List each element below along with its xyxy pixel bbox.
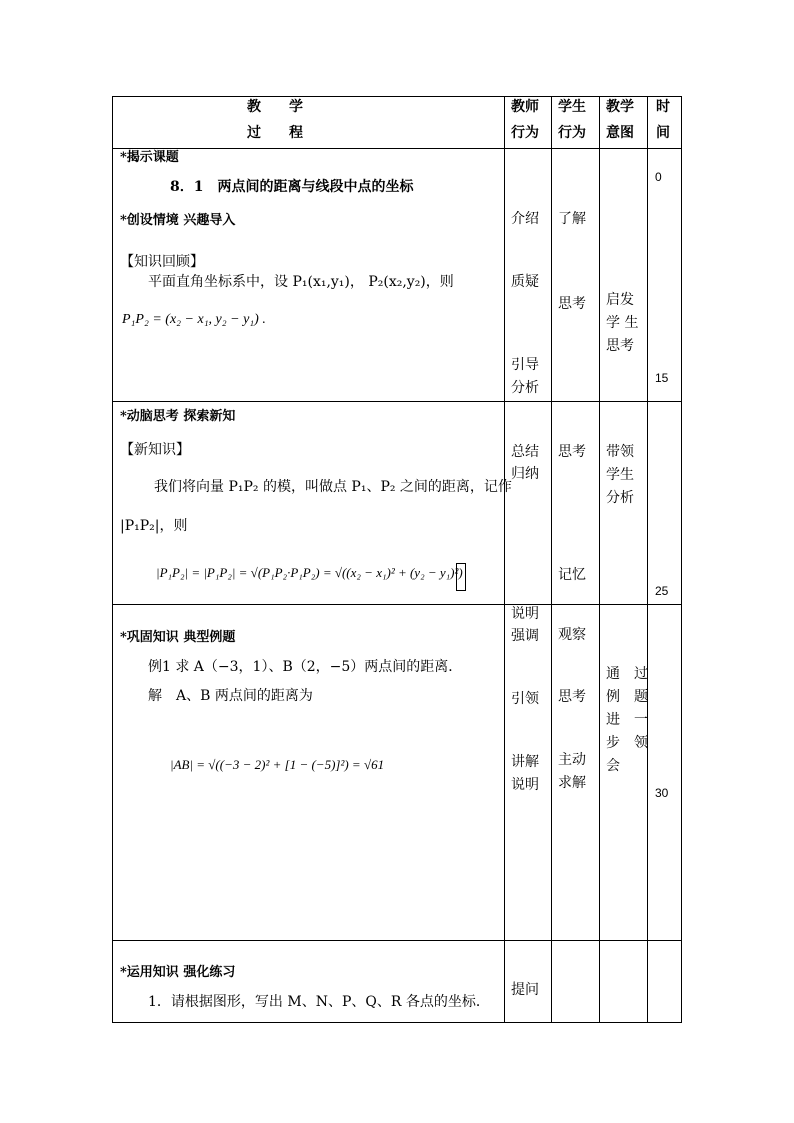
section2-formula: |P₁P₂| = |P₁P₂| = √(P₁P₂·P₁P₂) = √((x₂ − x₁)² + (y₂ − y₁)²) <box>156 565 463 580</box>
section1-subheading: *创设情境 兴趣导入 <box>120 213 236 228</box>
table-header-divider <box>112 148 682 149</box>
section2-text: 我们将向量 P₁P₂ 的模，叫做点 P₁、P₂ 之间的距离，记作 <box>154 479 512 495</box>
section2-text2: |P₁P₂|，则 <box>120 518 188 534</box>
table-border-top <box>112 96 682 97</box>
header-time-2: 间 <box>656 125 670 141</box>
header-student-2: 行为 <box>558 125 586 141</box>
s3-intent-5: 会 <box>606 758 620 774</box>
section2-heading: 【新知识】 <box>120 442 190 458</box>
row-divider-2 <box>112 604 682 605</box>
header-process-line2: 过 程 <box>247 125 303 141</box>
s1-student-1: 了解 <box>558 211 586 227</box>
s4-teacher: 提问 <box>511 982 539 998</box>
s2-teacher-2: 归纳 <box>511 466 539 482</box>
s2-time: 25 <box>655 584 669 598</box>
s2-intent-3: 分析 <box>606 490 634 506</box>
s2-student-2: 记忆 <box>558 567 586 583</box>
s3-teacher-3: 引领 <box>511 691 539 707</box>
s2-teacher-1: 总结 <box>511 444 539 460</box>
s3-teacher-4: 讲解 <box>511 754 539 770</box>
s3-intent-1: 通 过 <box>606 666 648 682</box>
col-line-student <box>551 96 552 1023</box>
section2-tag: *动脑思考 探索新知 <box>120 409 236 424</box>
s1-intent-2: 学 生 <box>606 315 639 331</box>
table-border-bottom <box>112 1022 682 1023</box>
header-student-1: 学生 <box>558 99 586 115</box>
s1-teacher-4: 分析 <box>511 380 539 396</box>
s3-teacher-1: 说明 <box>511 606 539 622</box>
section4-tag: *运用知识 强化练习 <box>120 965 236 980</box>
s3-teacher-2: 强调 <box>511 628 539 644</box>
header-intent-2: 意图 <box>606 125 634 141</box>
section3-formula: |AB| = √((−3 − 2)² + [1 − (−5)]²) = √61 <box>170 757 385 772</box>
section1-formula: P₁P₂ = (x₂ − x₁, y₂ − y₁) . <box>122 312 266 327</box>
s3-teacher-5: 说明 <box>511 777 539 793</box>
header-intent-1: 教学 <box>606 99 634 115</box>
s3-student-3: 主动 <box>558 752 586 768</box>
s1-teacher-1: 介绍 <box>511 211 539 227</box>
header-teacher-1: 教师 <box>511 99 539 115</box>
s1-time-start: 0 <box>655 170 662 184</box>
s3-student-1: 观察 <box>558 627 586 643</box>
section1-review-text: 平面直角坐标系中，设 P₁(x₁,y₁)， P₂(x₂,y₂)，则 <box>148 274 454 290</box>
section1-review-heading: 【知识回顾】 <box>120 254 204 270</box>
col-line-left <box>112 96 113 1023</box>
s1-intent-3: 思考 <box>606 338 634 354</box>
col-line-intent <box>599 96 600 1023</box>
col-line-time <box>647 96 648 1023</box>
s3-student-4: 求解 <box>558 775 586 791</box>
section1-title: 8．1 两点间的距离与线段中点的坐标 <box>170 179 414 195</box>
s1-intent-1: 启发 <box>606 292 634 308</box>
section4-exercise: 1．请根据图形，写出 M、N、P、Q、R 各点的坐标． <box>148 994 490 1010</box>
s1-time-end: 15 <box>655 371 669 385</box>
s3-time: 30 <box>655 786 669 800</box>
section3-example: 例1 求 A（−3，1）、B（2，−5）两点间的距离． <box>148 659 463 675</box>
section3-solution: 解 A、B 两点间的距离为 <box>148 688 313 704</box>
s3-intent-3: 进 一 <box>606 712 648 728</box>
s3-student-2: 思考 <box>558 689 586 705</box>
section3-tag: *巩固知识 典型例题 <box>120 630 236 645</box>
header-time-1: 时 <box>656 99 670 115</box>
s2-student-1: 思考 <box>558 444 586 460</box>
s1-teacher-2: 质疑 <box>511 274 539 290</box>
col-line-teacher <box>504 96 505 1023</box>
s1-student-2: 思考 <box>558 296 586 312</box>
col-line-right <box>681 96 682 1023</box>
s3-intent-4: 步 领 <box>606 735 648 751</box>
s3-intent-2: 例 题 <box>606 689 648 705</box>
section1-tag: *揭示课题 <box>120 150 179 165</box>
s2-intent-2: 学生 <box>606 467 634 483</box>
row-divider-3 <box>112 940 682 941</box>
s2-intent-1: 带领 <box>606 444 634 460</box>
row-divider-1 <box>112 401 682 402</box>
header-process-line1: 教 学 <box>247 99 303 115</box>
section2-formula-box <box>456 563 466 591</box>
header-teacher-2: 行为 <box>511 125 539 141</box>
s1-teacher-3: 引导 <box>511 357 539 373</box>
